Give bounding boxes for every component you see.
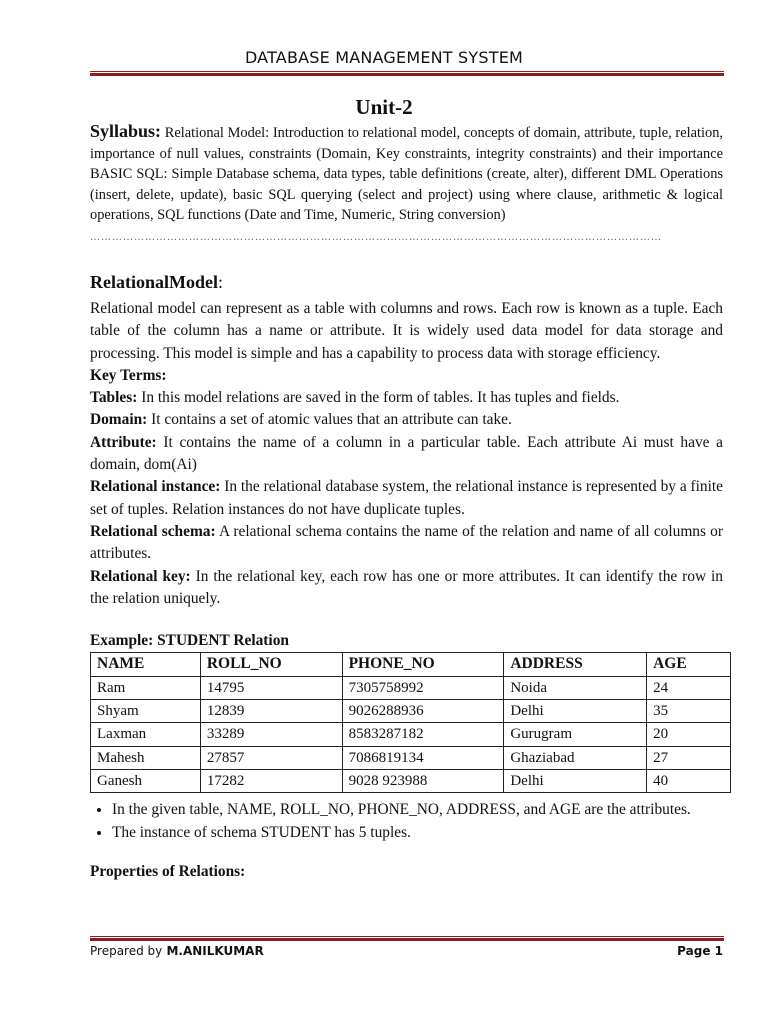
column-header: PHONE_NO (342, 653, 504, 676)
properties-heading: Properties of Relations: (90, 863, 246, 881)
intro-paragraph: Relational model can represent as a table with columns and rows. Each row is known as a tuple. Each table of the column has a name or attribute. It is widely used data model for data storage and processing. This model is simple and has a capability to process data with storage efficiency. (90, 300, 723, 362)
table-cell: 35 (647, 700, 731, 723)
header-rule (90, 71, 724, 76)
main-content (90, 270, 723, 884)
table-cell: Shyam (91, 700, 201, 723)
table-cell: 27857 (200, 746, 342, 769)
section-heading: RelationalModel: (90, 272, 224, 292)
table-cell: 17282 (200, 769, 342, 792)
term-domain: Domain: It contains a set of atomic values that an attribute can take. (90, 411, 512, 429)
table-header-row (91, 653, 731, 676)
term-relational-key: Relational key: In the relational key, each row has one or more attributes. It can identify the row in the relation uniquely. (90, 567, 723, 607)
table-cell: 8583287182 (342, 723, 504, 746)
footer-author: Prepared by M.ANILKUMAR (90, 944, 264, 958)
example-title: Example: STUDENT Relation (90, 632, 289, 650)
table-cell: 12839 (200, 700, 342, 723)
table-cell: Laxman (91, 723, 201, 746)
list-item: • The instance of schema STUDENT has 5 tuples. (112, 822, 723, 843)
table-cell: Ram (91, 676, 201, 699)
unit-title: Unit-2 (355, 95, 413, 119)
term-attribute: Attribute: It contains the name of a column in a particular table. Each attribute Ai must have a domain, dom(Ai) (90, 433, 723, 474)
table-cell: 33289 (200, 723, 342, 746)
table-cell: Delhi (504, 700, 647, 723)
table-cell: 14795 (200, 676, 342, 699)
table-cell: Delhi (504, 769, 647, 792)
table-row (91, 723, 731, 746)
key-terms-label: Key Terms: (90, 366, 167, 384)
table-cell: 24 (647, 676, 731, 699)
table-row (91, 769, 731, 792)
table-cell: 7086819134 (342, 746, 504, 769)
table-cell: Noida (504, 676, 647, 699)
syllabus-block (90, 121, 723, 226)
term-tables: Tables: In this model relations are saved in the form of tables. It has tuples and fields. (90, 389, 620, 407)
table-row (91, 676, 731, 699)
column-header: ADDRESS (504, 653, 647, 676)
table-cell: 7305758992 (342, 676, 504, 699)
dotted-separator: ………………………………………………………………………………………………………………………………………… (90, 232, 662, 243)
syllabus-text: Relational Model: Introduction to relational model, concepts of domain, attribute, tuple, relation, importance of null values, constraints (Domain, Key constraints, integrity constraints) and their importance BASIC SQL: Simple Database schema, data types, table definitions (create, alter), different DML Operations (insert, delete, update), basic SQL querying (select and project) using where clause, arithmetic & logical operations, SQL functions (Date and Time, Numeric, String conversion) (90, 125, 723, 223)
footer-rule (90, 936, 724, 941)
table-row (91, 700, 731, 723)
column-header: AGE (647, 653, 731, 676)
header-title: DATABASE MANAGEMENT SYSTEM (244, 48, 524, 67)
table-cell: 9026288936 (342, 700, 504, 723)
table-cell: Gurugram (504, 723, 647, 746)
table-cell: 27 (647, 746, 731, 769)
page-number: Page 1 (677, 944, 723, 958)
table-cell: 20 (647, 723, 731, 746)
student-table (90, 652, 731, 793)
table-cell: 9028 923988 (342, 769, 504, 792)
table-cell: Ghaziabad (504, 746, 647, 769)
term-relational-schema: Relational schema: A relational schema contains the name of the relation and name of all columns or attributes. (90, 522, 723, 563)
list-item: • In the given table, NAME, ROLL_NO, PHONE_NO, ADDRESS, and AGE are the attributes. (112, 799, 723, 820)
column-header: ROLL_NO (200, 653, 342, 676)
term-relational-instance: Relational instance: In the relational database system, the relational instance is represented by a finite set of tuples. Relation instances do not have duplicate tuples. (90, 478, 723, 518)
column-header: NAME (91, 653, 201, 676)
table-cell: 40 (647, 769, 731, 792)
table-cell: Ganesh (91, 769, 201, 792)
table-row (91, 746, 731, 769)
syllabus-label: Syllabus: (90, 121, 162, 141)
table-cell: Mahesh (91, 746, 201, 769)
bullet-list (90, 799, 723, 843)
